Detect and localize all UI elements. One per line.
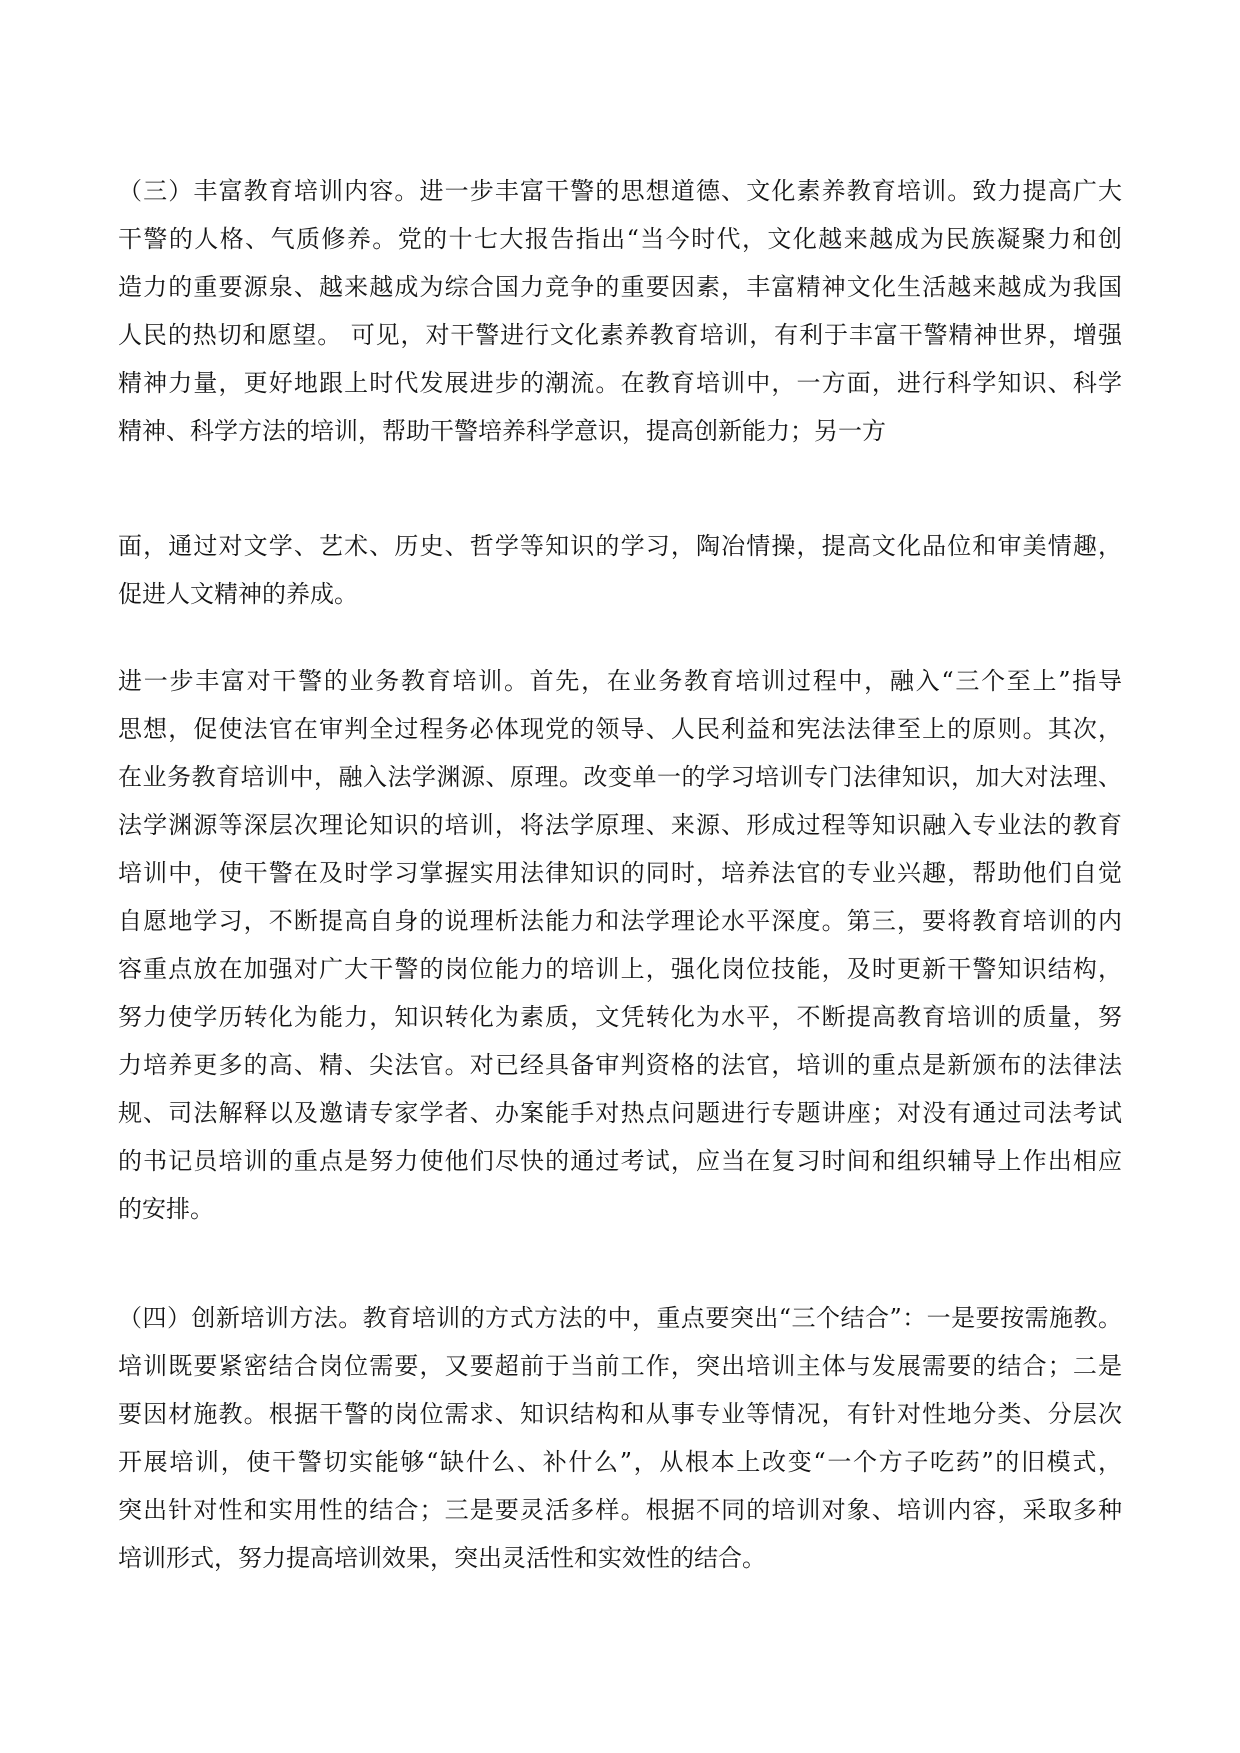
text-line: 努力使学历转化为能力，知识转化为素质，文凭转化为水平，不断提高教育培训的质量，努 bbox=[118, 1003, 1122, 1031]
paragraph-continuation bbox=[118, 522, 1122, 618]
text-line: 思想，促使法官在审判全过程务必体现党的领导、人民利益和宪法法律至上的原则。其次， bbox=[118, 715, 1122, 743]
text-line: 促进人文精神的养成。 bbox=[118, 580, 358, 608]
paragraph-innovate-training-methods bbox=[118, 1294, 1122, 1582]
text-line: 干警的人格、气质修养。党的十七大报告指出“当今时代，文化越来越成为民族凝聚力和创 bbox=[118, 225, 1122, 253]
text-line: 的书记员培训的重点是努力使他们尽快的通过考试，应当在复习时间和组织辅导上作出相应 bbox=[118, 1147, 1122, 1175]
paragraph-business-training bbox=[118, 657, 1122, 1233]
text-line: 培训既要紧密结合岗位需要，又要超前于当前工作，突出培训主体与发展需要的结合；二是 bbox=[118, 1352, 1122, 1380]
text-line: 突出针对性和实用性的结合；三是要灵活多样。根据不同的培训对象、培训内容，采取多种 bbox=[118, 1496, 1122, 1524]
paragraph-enrich-training-content bbox=[118, 167, 1122, 455]
text-line: 造力的重要源泉、越来越成为综合国力竞争的重要因素，丰富精神文化生活越来越成为我国 bbox=[118, 273, 1122, 301]
text-line: （三）丰富教育培训内容。进一步丰富干警的思想道德、文化素养教育培训。致力提高广大 bbox=[118, 177, 1122, 205]
text-line: 自愿地学习，不断提高自身的说理析法能力和法学理论水平深度。第三，要将教育培训的内 bbox=[118, 907, 1122, 935]
text-line: 在业务教育培训中，融入法学渊源、原理。改变单一的学习培训专门法律知识，加大对法理、 bbox=[118, 763, 1122, 791]
text-line: 要因材施教。根据干警的岗位需求、知识结构和从事专业等情况，有针对性地分类、分层次 bbox=[118, 1400, 1122, 1428]
text-line: 容重点放在加强对广大干警的岗位能力的培训上，强化岗位技能，及时更新干警知识结构， bbox=[118, 955, 1122, 983]
text-line: 进一步丰富对干警的业务教育培训。首先，在业务教育培训过程中，融入“三个至上”指导 bbox=[118, 667, 1122, 695]
text-line: 培训中，使干警在及时学习掌握实用法律知识的同时，培养法官的专业兴趣，帮助他们自觉 bbox=[118, 859, 1122, 887]
text-line: 精神、科学方法的培训，帮助干警培养科学意识，提高创新能力；另一方 bbox=[118, 417, 886, 445]
text-line: 法学渊源等深层次理论知识的培训，将法学原理、来源、形成过程等知识融入专业法的教育 bbox=[118, 811, 1122, 839]
text-line: （四）创新培训方法。教育培训的方式方法的中，重点要突出“三个结合”：一是要按需施教。 bbox=[118, 1304, 1122, 1332]
text-line: 面，通过对文学、艺术、历史、哲学等知识的学习，陶冶情操，提高文化品位和审美情趣， bbox=[118, 532, 1122, 560]
text-line: 规、司法解释以及邀请专家学者、办案能手对热点问题进行专题讲座；对没有通过司法考试 bbox=[118, 1099, 1122, 1127]
text-line: 开展培训，使干警切实能够“缺什么、补什么”，从根本上改变“一个方子吃药”的旧模式， bbox=[118, 1448, 1122, 1476]
text-line: 力培养更多的高、精、尖法官。对已经具备审判资格的法官，培训的重点是新颁布的法律法 bbox=[118, 1051, 1122, 1079]
text-line: 的安排。 bbox=[118, 1195, 214, 1223]
text-line: 培训形式，努力提高培训效果，突出灵活性和实效性的结合。 bbox=[118, 1544, 766, 1572]
text-line: 人民的热切和愿望。 可见，对干警进行文化素养教育培训，有利于丰富干警精神世界，增强 bbox=[118, 321, 1122, 349]
text-line: 精神力量，更好地跟上时代发展进步的潮流。在教育培训中，一方面，进行科学知识、科学 bbox=[118, 369, 1122, 397]
